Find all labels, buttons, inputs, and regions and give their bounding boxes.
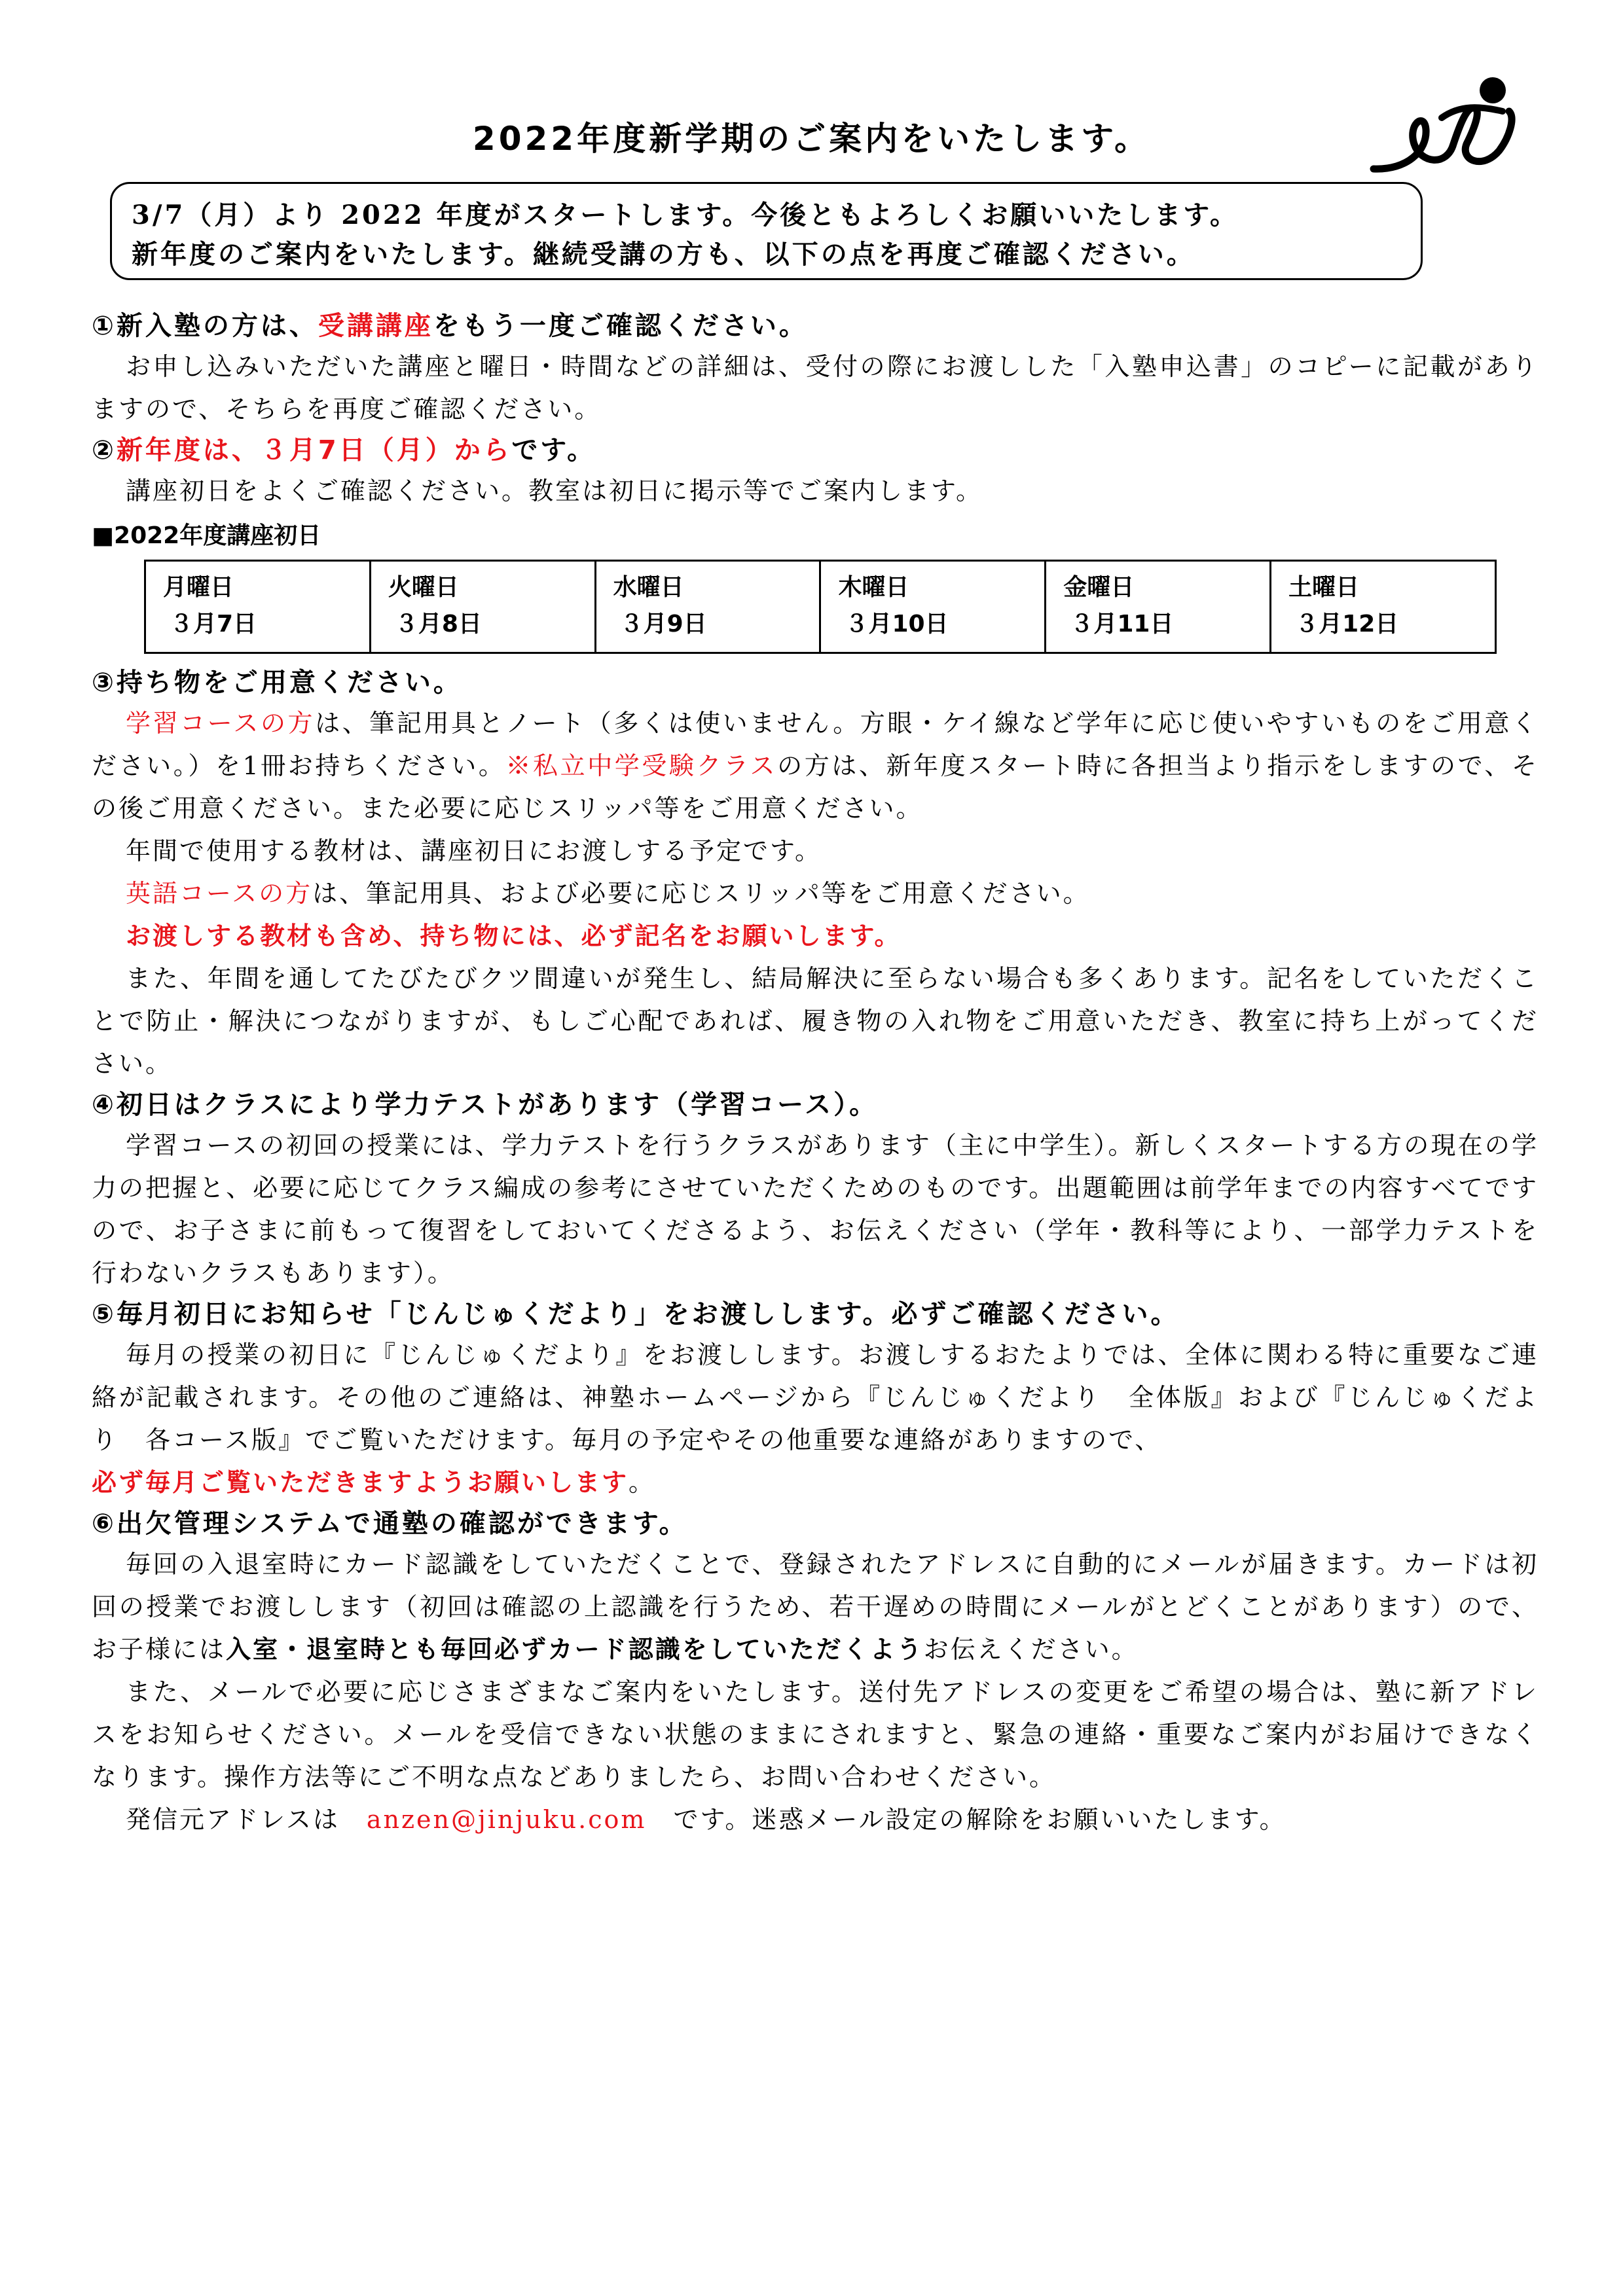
- intro-line-1: 3/7（月）より 2022 年度がスタートします。今後ともよろしくお願いいたします。: [132, 200, 1239, 230]
- section-1-text: お申し込みいただいた講座と曜日・時間などの詳細は、受付の際にお渡しした「入塾申込書」のコピーに記載がありますので、そちらを再度ご確認ください。: [92, 352, 1539, 423]
- schedule-date: ３月7日: [170, 611, 257, 637]
- section-6-text-3: [92, 1799, 1539, 1841]
- card-scan-emphasis: 入室・退室時とも毎回必ずカード認識をしていただくよう: [226, 1635, 924, 1664]
- schedule-date: ３月10日: [845, 611, 949, 637]
- schedule-table: [144, 560, 1497, 654]
- section-1-heading-tail: をもう一度ご確認ください。: [433, 311, 808, 341]
- schedule-cell: [1271, 561, 1496, 653]
- section-6-text-1a: 毎回の入退室時にカード認識をしていただくことで、登録されたアドレスに自動的にメールが届きます。カードは初回の授業でお渡しします（初回は確認の上認識を行うため、若干遅めの時間にメールがとどくことがあります）ので、お子様には: [92, 1550, 1539, 1664]
- section-3-text-2: 年間で使用する教材は、講座初日にお渡しする予定です。: [126, 836, 822, 865]
- section-3-text-5: また、年間を通してたびたびクツ間違いが発生し、結局解決に至らない場合も多くあります。記名をしていただくことで防止・解決につながりますが、もしご心配であれば、履き物の入れ物をご用意いただき、教室に持ち上がってください。: [92, 964, 1539, 1078]
- section-5-text-a: 毎月の授業の初日に『じんじゅくだより』をお渡しします。お渡しするおたよりでは、全体に関わる特に重要なご連絡が記載されます。その他のご連絡は、神塾ホームページから『じんじゅくだより 全体版』および『じんじゅくだより 各コース版』でご覧いただけます。毎月の予定やその他重要な連絡がありますので、: [92, 1340, 1539, 1454]
- schedule-date: ３月11日: [1070, 611, 1174, 637]
- section-5-heading: ⑤毎月初日にお知らせ「じんじゅくだより」をお渡しします。必ずご確認ください。: [92, 1299, 1180, 1329]
- schedule-date: ３月12日: [1295, 611, 1399, 637]
- section-1-heading-text: ①新入塾の方は、: [92, 311, 318, 341]
- schedule-cell: [595, 561, 820, 653]
- section-6-text-1: [92, 1543, 1539, 1671]
- schedule-day: 火曜日: [388, 574, 459, 601]
- section-6-text-1c: お伝えください。: [923, 1635, 1139, 1664]
- schedule-cell: [370, 561, 595, 653]
- schedule-day: 月曜日: [163, 574, 234, 601]
- schedule-cell: [820, 561, 1046, 653]
- schedule-day: 金曜日: [1063, 574, 1135, 601]
- sender-email-link[interactable]: anzen@jinjuku.com: [366, 1805, 647, 1834]
- private-exam-class-label: ※私立中学受験クラス: [505, 751, 778, 780]
- schedule-cell: [145, 561, 371, 653]
- schedule-day: 土曜日: [1288, 574, 1360, 601]
- schedule-date: ３月9日: [619, 611, 707, 637]
- section-2-heading-highlight: 新年度は、３月7日（月）から: [116, 435, 512, 465]
- section-3-text-3: [92, 872, 1539, 915]
- schedule-heading: ■2022年度講座初日: [92, 522, 321, 549]
- intro-line-2: 新年度のご案内をいたします。継続受講の方も、以下の点を再度ご確認ください。: [132, 240, 1195, 270]
- sender-address-label: 発信元アドレスは: [126, 1805, 367, 1834]
- schedule-day: 木曜日: [838, 574, 909, 601]
- name-labeling-warning: お渡しする教材も含め、持ち物には、必ず記名をお願いします。: [126, 922, 902, 950]
- intro-box: [110, 182, 1423, 280]
- section-3-text-3a: は、筆記用具、および必要に応じスリッパ等をご用意ください。: [312, 879, 1090, 908]
- section-3-warning: [92, 915, 1539, 958]
- section-3-text-1a: は、筆記用具とノート（多くは使いません。方眼・ケイ線など学年に応じ使いやすいものをご用意ください。）を1冊お持ちください。: [92, 709, 1539, 780]
- section-4-text: 学習コースの初回の授業には、学力テストを行うクラスがあります（主に中学生）。新しくスタートする方の現在の学力の把握と、必要に応じてクラス編成の参考にさせていただくためのものです。出題範囲は前学年までの内容すべてですので、お子さまに前もって復習をしておいてくださるよう、お伝えください（学年・教科等により、一部学力テストを行わないクラスもあります）。: [92, 1131, 1539, 1287]
- english-course-label: 英語コースの方: [126, 879, 313, 908]
- page-title: 2022年度新学期のご案内をいたします。: [472, 120, 1151, 158]
- section-3-text-1b: の方は、新年度スタート時に各担当より指示をしますので、その後ご用意ください。また必要に応じスリッパ等をご用意ください。: [92, 751, 1539, 823]
- section-3-text-1: [92, 702, 1539, 830]
- section-2-heading-num: ②: [92, 435, 117, 465]
- section-2-heading: [92, 431, 1539, 470]
- section-1-heading: [92, 306, 1539, 346]
- sender-address-note: です。迷惑メール設定の解除をお願いいたします。: [646, 1805, 1286, 1834]
- notice-body: [92, 306, 1539, 1841]
- learning-course-label: 学習コースの方: [126, 709, 316, 738]
- section-2-text: 講座初日をよくご確認ください。教室は初日に掲示等でご案内します。: [126, 476, 983, 505]
- section-2-heading-tail: です。: [511, 435, 596, 465]
- monthly-check-warning: 必ず毎月ご覧いただきますようお願いします: [92, 1468, 629, 1497]
- section-5-text: [92, 1334, 1539, 1462]
- section-4-heading: ④初日はクラスにより学力テストがあります（学習コース）。: [92, 1090, 879, 1120]
- jinjuku-figure-logo-icon: [1368, 72, 1525, 177]
- section-6-text-2: また、メールで必要に応じさまざまなご案内をいたします。送付先アドレスの変更をご希望の場合は、塾に新アドレスをお知らせください。メールを受信できない状態のままにされますと、緊急の連絡・重要なご案内がお届けできなくなります。操作方法等にご不明な点などありましたら、お問い合わせください。: [92, 1677, 1539, 1791]
- section-1-heading-highlight: 受講講座: [318, 311, 433, 341]
- schedule-cell: [1046, 561, 1271, 653]
- section-5-end: 。: [629, 1468, 656, 1497]
- schedule-date: ３月8日: [394, 611, 482, 637]
- section-3-heading: ③持ち物をご用意ください。: [92, 668, 462, 698]
- section-5-warning: [92, 1462, 1539, 1504]
- section-6-heading: ⑥出欠管理システムで通塾の確認ができます。: [92, 1509, 688, 1539]
- schedule-day: 水曜日: [613, 574, 684, 601]
